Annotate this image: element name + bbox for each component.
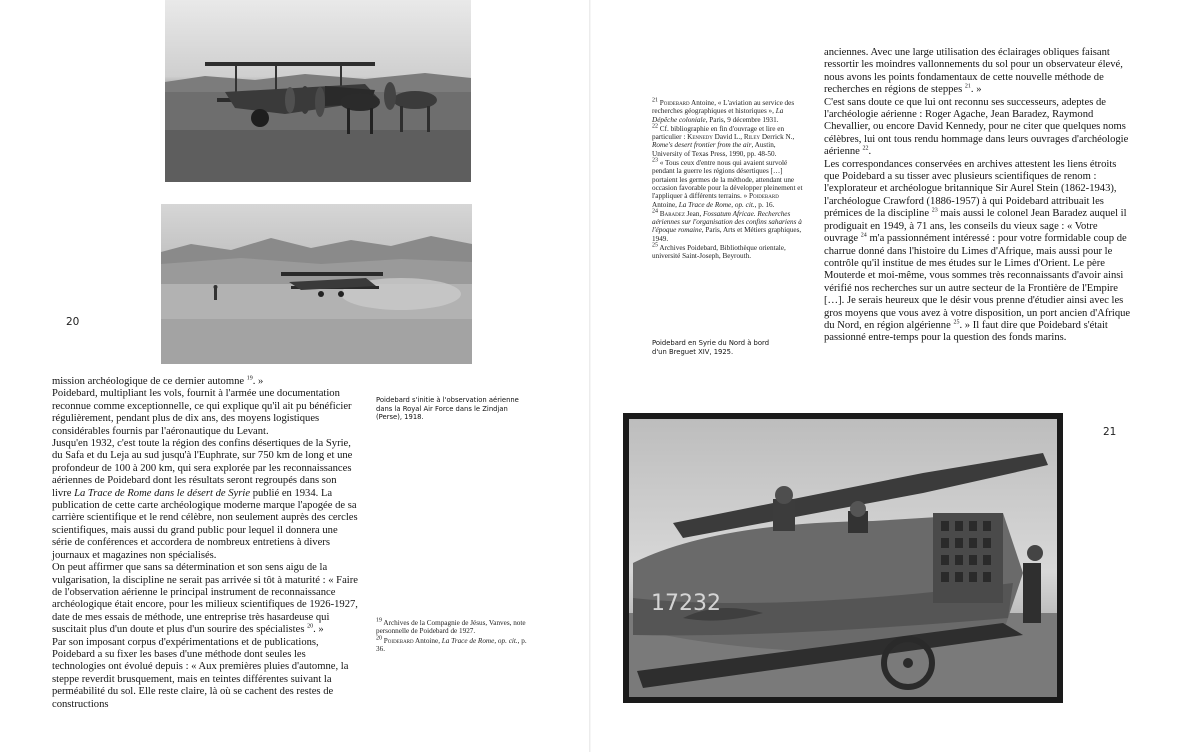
left-paragraph-0: mission archéologique de ce dernier automne $^{19}$. » <box>52 375 264 387</box>
footnote-23: $^{23}$ « Tous ceux d'entre nous qui avaient survolé pendant la guerre les régions désertiques […] portaient les germes de la méthode, attendant une occasion favorable pour la développer pleinement et l'appliquer à différents terrains. » Poidebard Antoine, La Trace de Rome, op. cit., p. 16. <box>652 157 803 209</box>
right-paragraph-2: Les correspondances conservées en archives attestent les liens étroits que Poidebard a su tisser avec plusieurs scientifiques de renom : l'explorateur et archéologue britannique Sir Aurel Stein (1862-1943), l'archéologue Crawford (1886-1957) à qui Poidebard attribuait les prémices de la discipline $^{23}$ mais aussi le colonel Jean Baradez auquel il prodiguait en 1949, à 71 ans, les conseils du vieux sage : « Votre ouvrage $^{24}$ m'a passionnément intéressé : pour votre formidable coup de charrue donné dans l'histoire du Limes d'Afrique, mais aussi pour le contrôle qu'il institue de mes études sur le Limes d'Orient. Le père Mouterde et moi-même, vous sommes très reconnaissants d'avoir ainsi vérifié nos recherches sur un autre secteur de la Frontière de l'Empire […]. Je serais heureux que le désir vous prenne d'étudier ainsi avec les gros moyens que vous avez à votre disposition, un port ancien d'Afrique du Nord, en région algérienne $^{25}$. » Il faut dire que Poidebard s'était passionné entre-temps pour la question des fonds marins. <box>824 158 1131 344</box>
body-text-right <box>824 47 1133 345</box>
footnote-20: $^{20}$ Poidebard Antoine, La Trace de Rome, op. cit., p. 36. <box>376 635 527 653</box>
photo-breguet-xiv-closeup <box>623 413 1063 703</box>
right-paragraph-1: C'est sans doute ce que lui ont reconnu ses successeurs, adeptes de l'archéologie aérienne : Roger Agache, Jean Baradez, Raymond Chevallier, ou encore David Kennedy, pour ne citer que quelques noms célèbres, lui ont tous rendu hommage dans leurs ouvrages d'archéologie aérienne $^{22}$. <box>824 96 1129 158</box>
footnotes-left-bottom <box>376 619 528 654</box>
footnote-22: $^{22}$ Cf. bibliographie en fin d'ouvrage et lire en particulier : Kennedy David L., Riley Derrick N., Rome's desert frontier from the air, Austin, University of Texas Press, 1990, pp. 48-50. <box>652 123 795 158</box>
footnote-24: $^{24}$ Baradez Jean, Fossatum Africae. Recherches aériennes sur l'organisation des confins sahariens à l'époque romaine, Paris, Arts et Métiers graphiques, 1949. <box>652 208 802 243</box>
caption-breguet-photo: Poidebard en Syrie du Nord à bord d'un Breguet XIV, 1925. <box>652 339 770 356</box>
plane-registration-marking: 17232 <box>651 591 721 616</box>
page-number-left: 20 <box>66 316 80 328</box>
footnote-21: $^{21}$ Poidebard Antoine, « L'aviation au service des recherches géographiques et historiques », La Dépêche coloniale, Paris, 9 décembre 1931. <box>652 97 795 124</box>
right-paragraph-0: anciennes. Avec une large utilisation des éclairages obliques faisant ressortir les moindres vallonnements du sol pour un observateur élevé, nous avons les points fondamentaux de cette nouvelle méthode de recherches en régions de steppes $^{21}$. » <box>824 47 1123 96</box>
left-paragraph-2: Jusqu'en 1932, c'est toute la région des confins désertiques de la Syrie, du Safa et du Leja au sud jusqu'à l'Euphrate, sur 750 km de long et une profondeur de 100 à 200 km, qui sera explorée par les reconnaissances aériennes de Poidebard dont les résultats seront regroupés dans son livre La Trace de Rome dans le désert de Syrie publié en 1934. La publication de cette carte archéologique moderne marque l'apogée de sa carrière scientifique et le rend célèbre, non seulement auprès des cercles scientifiques, mais aussi du grand public pour lequel il donnera une série de conférences et accordera de nombreux entretiens à divers journaux et magazines non spécialisés. <box>52 438 358 561</box>
caption-raf-photo: Poidebard s'initie à l'observation aérienne dans la Royal Air Force dans le Zindjan (Perse), 1918. <box>376 396 519 422</box>
footnote-19: $^{19}$ Archives de la Compagnie de Jésus, Vanves, note personnelle de Poidebard de 1927. <box>376 617 526 636</box>
page-gutter <box>589 0 591 752</box>
page-number-right: 21 <box>1103 426 1117 438</box>
left-paragraph-1: Poidebard, multipliant les vols, fournit à l'armée une documentation reconnue comme exceptionnelle, ce qui explique qu'il ait pu bénéficier régulièrement, pendant plus de dix ans, des moyens logistiques considérables fournis par l'aéronautique du Levant. <box>52 388 352 437</box>
photo-biplane-with-horses <box>165 0 471 182</box>
footnotes-right-top <box>652 99 804 262</box>
left-paragraph-4: Par son imposant corpus d'expérimentations et de publications, Poidebard a su fixer les bases d'une méthode dont seules les technologies ont évolué depuis : « Aux premières pluies d'automne, la steppe reverdit brusquement, mais en teintes différentes suivant la perméabilité du sol. Elle reste claire, là où se cachent des restes de constructions <box>52 636 349 710</box>
photo-biplane-desert-takeoff <box>161 204 472 364</box>
footnote-25: $^{25}$ Archives Poidebard, Bibliothèque orientale, université Saint-Joseph, Beyrouth. <box>652 242 786 261</box>
left-paragraph-3: On peut affirmer que sans sa détermination et son sens aigu de la vulgarisation, la discipline ne serait pas arrivée si tôt à maturité : « Faire de l'observation aérienne le principal instrument de reconnaissance archéologique était encore, pour les milieux scientifiques de 1926-1927, date de mes essais de méthode, une entreprise très hasardeuse qui suscitait plus d'un doute et plus d'un sourire des spécialistes $^{20}$. » <box>52 562 358 636</box>
body-text-left <box>52 376 358 711</box>
